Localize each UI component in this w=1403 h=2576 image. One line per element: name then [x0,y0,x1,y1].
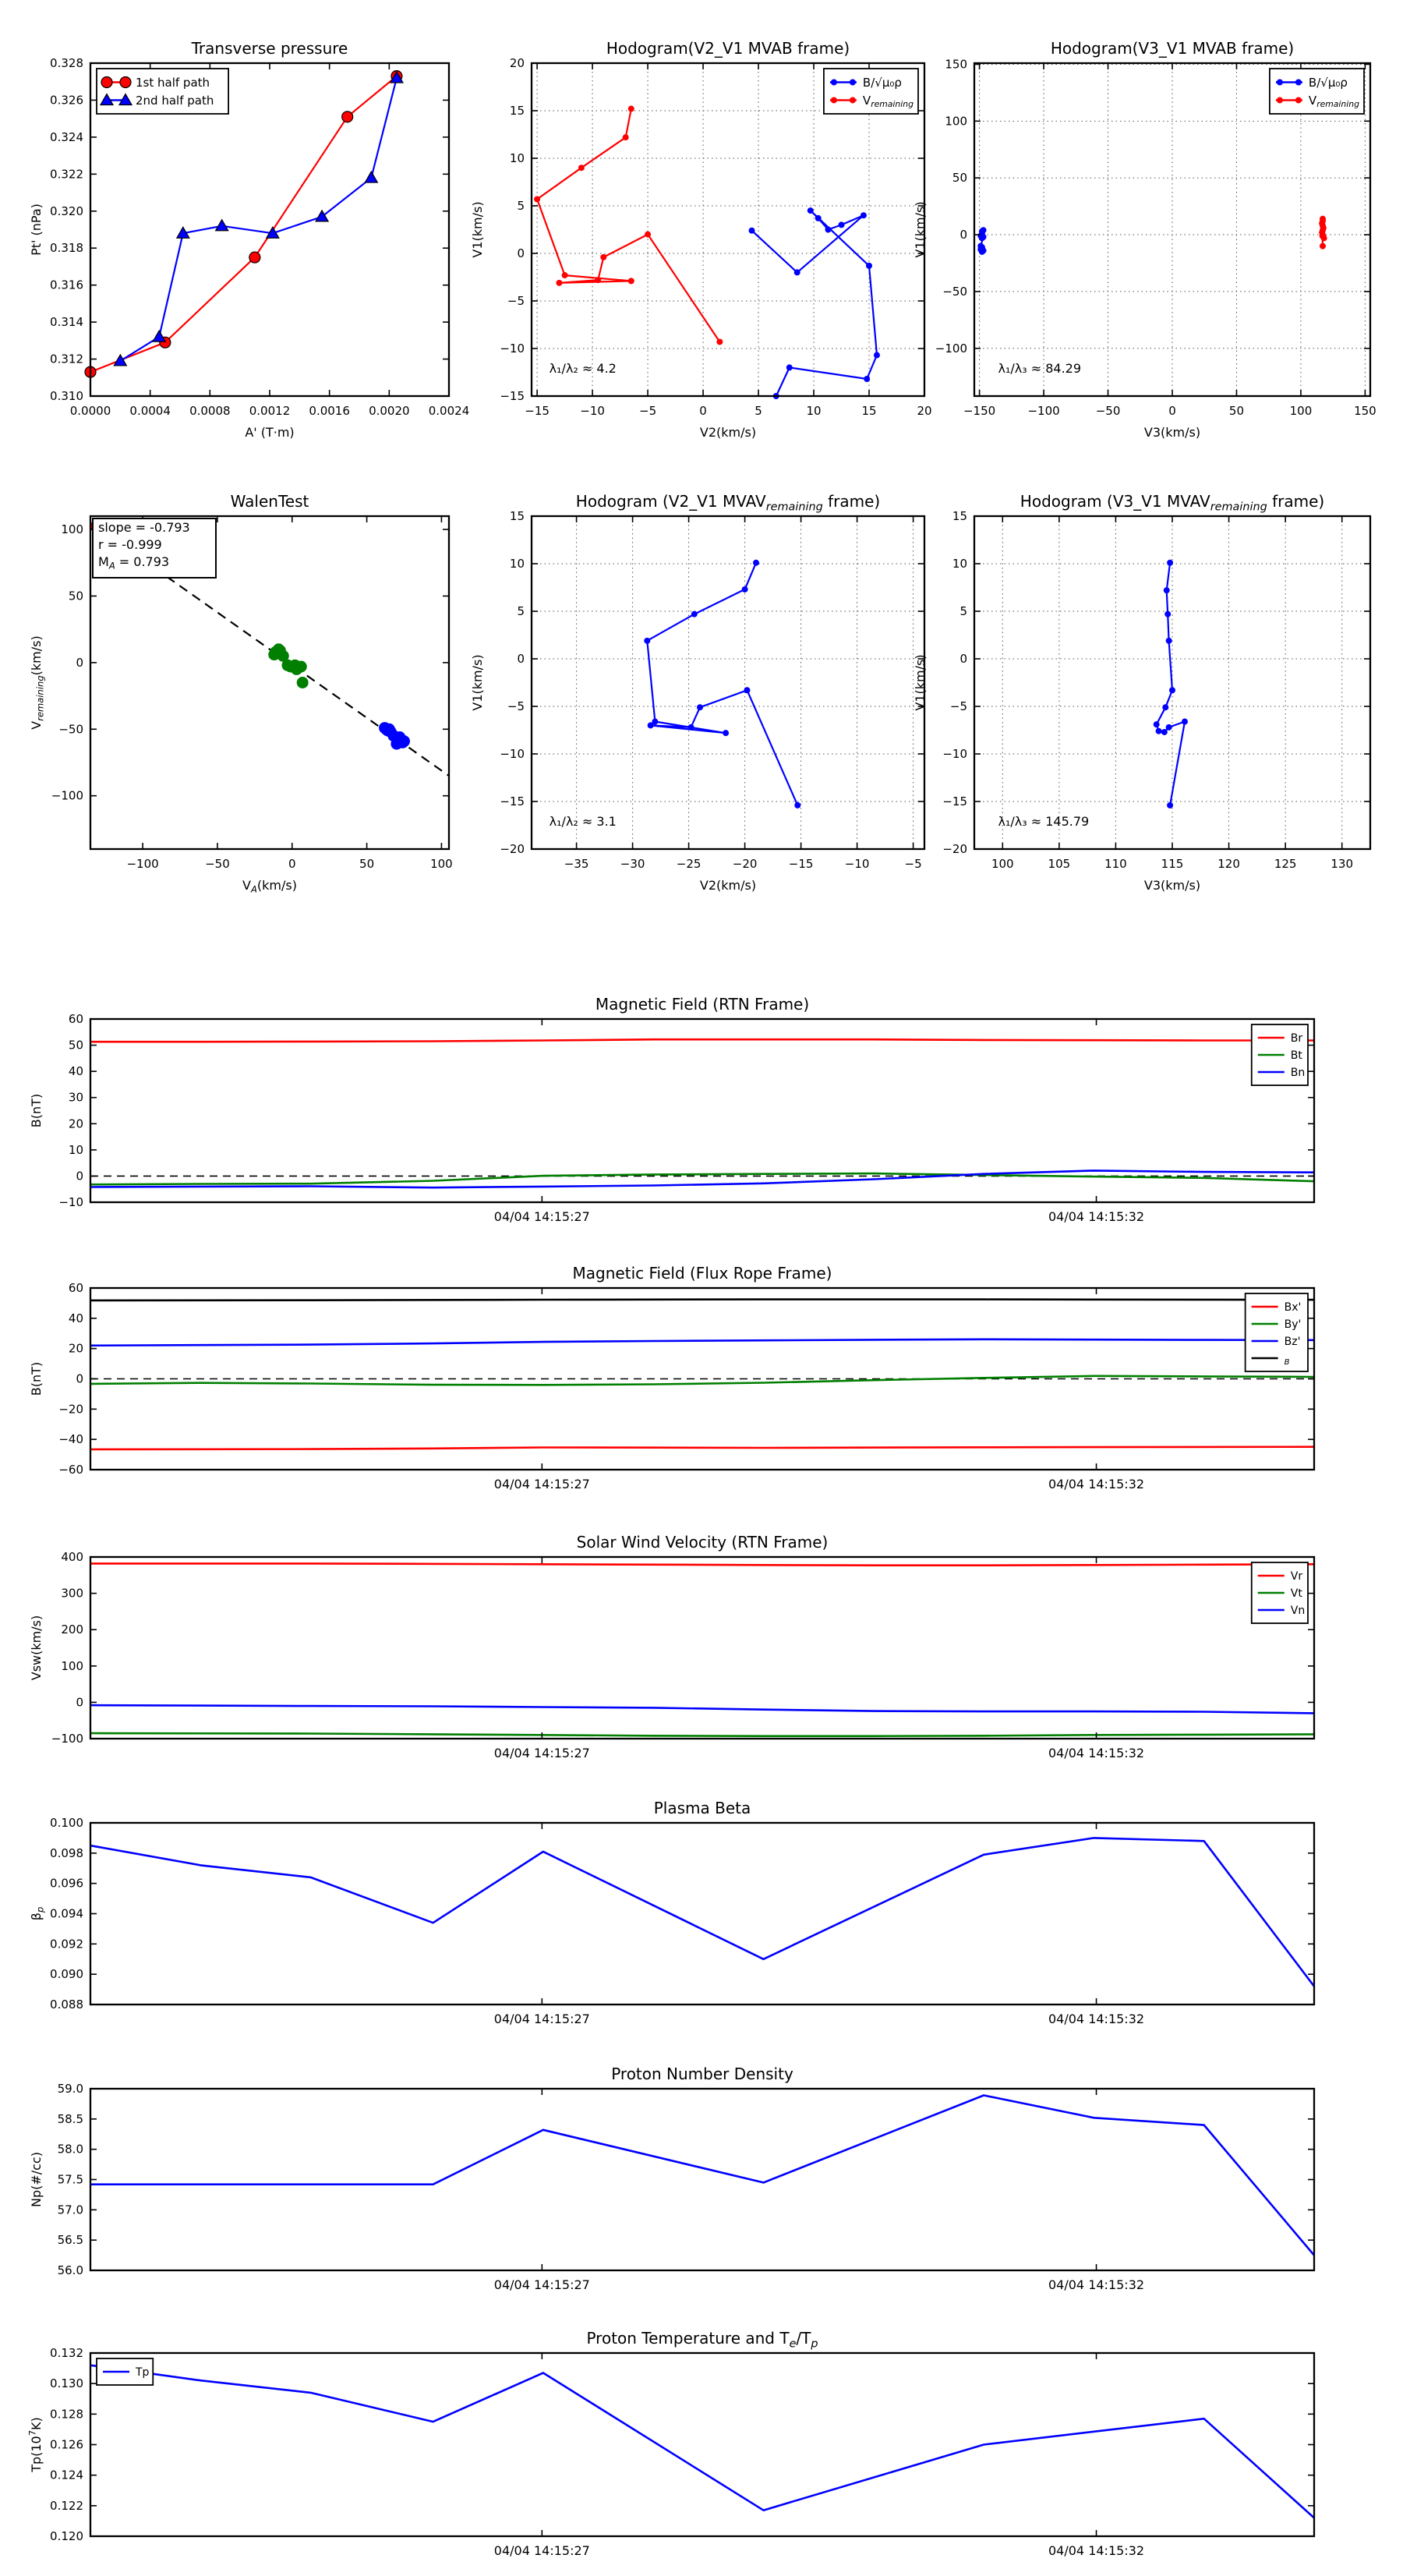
svg-text:−100: −100 [1027,404,1060,418]
svg-text:2nd half path: 2nd half path [136,93,214,108]
svg-text:115: 115 [1161,857,1184,871]
svg-text:5: 5 [959,604,967,618]
svg-text:0.0004: 0.0004 [129,404,171,418]
svg-text:40: 40 [68,1311,83,1325]
svg-text:0.100: 0.100 [50,1816,83,1830]
svg-text:10: 10 [68,1142,83,1157]
svg-text:V1(km/s): V1(km/s) [913,201,928,258]
svg-text:−40: −40 [58,1432,83,1447]
svg-text:04/04 14:15:27: 04/04 14:15:27 [493,2543,590,2558]
svg-text:57.5: 57.5 [57,2172,83,2187]
svg-text:0.312: 0.312 [50,352,83,366]
svg-text:V2(km/s): V2(km/s) [699,878,757,893]
svg-text:V2(km/s): V2(km/s) [699,425,757,440]
svg-text:−100: −100 [51,788,83,803]
svg-text:−5: −5 [507,699,525,713]
chart-plasma-beta [0,1775,1403,2040]
svg-text:200: 200 [61,1622,83,1637]
chart-proton-temperature [0,2305,1403,2573]
svg-text:Vremaining: $V_{remaining}$ [1308,93,1359,110]
chart-magnetic-field-rtn [0,971,1403,1236]
svg-text:V1(km/s): V1(km/s) [913,654,928,711]
svg-text:0: 0 [699,404,707,418]
svg-text:V3(km/s): V3(km/s) [1143,425,1201,440]
svg-text:0.322: 0.322 [50,167,83,182]
svg-text:0: 0 [517,246,525,260]
svg-text:15: 15 [509,509,525,523]
svg-text:04/04 14:15:32: 04/04 14:15:32 [1048,2012,1145,2026]
svg-text:40: 40 [68,1064,83,1079]
svg-text:56.0: 56.0 [57,2263,83,2277]
svg-text:By': By' [1284,1318,1302,1332]
svg-text:0.314: 0.314 [50,315,83,330]
svg-text:20: 20 [68,1341,83,1356]
svg-text:100: 100 [430,857,453,871]
svg-text:−10: −10 [58,1195,83,1209]
svg-text:Tp: Tp [136,2366,150,2380]
svg-text:110: 110 [1104,857,1127,871]
svg-text:−10: −10 [844,857,870,871]
svg-text:Vremaining(km/s): $V_{remaining}(km/s)$ [29,635,46,730]
svg-text:−10: −10 [500,341,525,356]
svg-text:0: 0 [959,652,967,666]
svg-text:λ₁/λ₃ ≈ 84.29: λ₁/λ₃ ≈ 84.29 [998,361,1082,377]
svg-text:0.0024: 0.0024 [428,404,470,418]
svg-text:100: 100 [991,857,1014,871]
svg-text:150: 150 [945,57,967,72]
svg-text:20: 20 [917,404,932,418]
svg-text:0.128: 0.128 [50,2407,83,2422]
svg-text:5: 5 [517,604,525,618]
svg-text:50: 50 [68,589,83,603]
svg-text:04/04 14:15:32: 04/04 14:15:32 [1048,2277,1145,2292]
svg-text:Proton Number Density: Proton Number Density [611,2065,793,2083]
svg-text:0.0016: 0.0016 [309,404,350,418]
svg-text:MA = 0.793: $M_A = 0.793$ [98,554,170,571]
svg-text:10: 10 [509,151,525,165]
svg-text:0: 0 [76,655,83,670]
svg-text:Hodogram(V3_V1 MVAB frame): Hodogram(V3_V1 MVAB frame) [1050,39,1295,58]
svg-text:−100: −100 [126,857,159,871]
svg-text:Proton Temperature and Te/Tp: Proton Temperature and $T_e/T_p$ [586,2329,818,2351]
svg-text:−15: −15 [788,857,814,871]
svg-text:10: 10 [952,557,967,571]
svg-text:1st half path: 1st half path [136,75,210,90]
svg-text:−10: −10 [942,747,967,761]
svg-text:V1(km/s): V1(km/s) [470,201,485,258]
svg-text:120: 120 [1217,857,1240,871]
svg-text:Tp(107K): $Tp(10^7K)$ [27,2417,44,2472]
svg-text:0.088: 0.088 [50,1997,83,2012]
svg-text:15: 15 [861,404,877,418]
chart-transverse-pressure [0,12,499,479]
svg-text:slope = -0.793: slope = -0.793 [98,520,190,535]
svg-text:105: 105 [1048,857,1071,871]
svg-text:−15: −15 [942,794,967,809]
svg-text:Hodogram (V3_V1 MVAVremaining: Hodogram (V3_V1 $MVAV_{remaining}$ frame) [1020,492,1325,514]
svg-text:−20: −20 [732,857,758,871]
svg-text:04/04 14:15:32: 04/04 14:15:32 [1048,1746,1145,1760]
chart-hodogram-v2v1-mvab [444,12,935,479]
chart-hodogram-v3v1-mvav [889,468,1403,936]
chart-walen-test [0,468,499,936]
svg-text:0.090: 0.090 [50,1967,83,1982]
svg-text:0.320: 0.320 [50,203,83,218]
svg-text:0.124: 0.124 [50,2468,83,2482]
svg-text:Vt: Vt [1290,1587,1302,1601]
svg-text:B: B [1284,1358,1290,1368]
svg-text:0.094: 0.094 [50,1906,83,1921]
svg-text:−100: −100 [935,341,967,356]
svg-text:Magnetic Field (Flux Rope Fram: Magnetic Field (Flux Rope Frame) [572,1264,832,1283]
svg-text:50: 50 [359,857,375,871]
svg-text:−25: −25 [676,857,702,871]
svg-text:−100: −100 [51,1732,83,1746]
svg-text:04/04 14:15:27: 04/04 14:15:27 [493,2277,590,2292]
svg-text:50: 50 [1228,404,1245,418]
svg-text:15: 15 [952,509,967,523]
svg-text:λ₁/λ₂ ≈ 4.2: λ₁/λ₂ ≈ 4.2 [549,361,617,377]
svg-text:Np(#/cc): Np(#/cc) [29,2152,44,2207]
svg-text:50: 50 [952,171,967,186]
svg-text:λ₁/λ₃ ≈ 145.79: λ₁/λ₃ ≈ 145.79 [998,814,1090,830]
svg-text:50: 50 [68,1038,83,1053]
svg-text:WalenTest: WalenTest [230,492,309,511]
svg-text:Vremaining: $V_{remaining}$ [862,93,914,110]
svg-text:300: 300 [61,1586,83,1601]
chart-solar-wind-velocity [0,1509,1403,1774]
svg-text:−50: −50 [1095,404,1121,418]
svg-text:04/04 14:15:27: 04/04 14:15:27 [493,1209,590,1224]
svg-text:Vr: Vr [1290,1570,1303,1583]
svg-text:r = -0.999: r = -0.999 [98,537,162,552]
svg-text:B/√μ₀ρ: B/√μ₀ρ [862,75,902,90]
svg-text:−60: −60 [58,1463,83,1477]
svg-text:0.130: 0.130 [50,2376,83,2391]
svg-text:125: 125 [1274,857,1297,871]
svg-text:5: 5 [755,404,762,418]
svg-text:0: 0 [76,1169,83,1184]
svg-text:−20: −20 [500,842,525,856]
svg-text:0.122: 0.122 [50,2498,83,2513]
svg-text:0: 0 [517,652,525,666]
svg-text:04/04 14:15:32: 04/04 14:15:32 [1048,1477,1145,1491]
svg-text:−15: −15 [500,389,525,403]
chart-hodogram-v3v1-mvab [889,12,1403,479]
svg-text:VA(km/s): $V_A(km/s)$ [242,878,297,895]
svg-text:−15: −15 [500,794,525,809]
svg-text:−150: −150 [963,404,996,418]
svg-text:−10: −10 [500,747,525,761]
svg-text:0.120: 0.120 [50,2529,83,2543]
svg-text:λ₁/λ₂ ≈ 3.1: λ₁/λ₂ ≈ 3.1 [549,814,617,830]
svg-text:Pt' (nPa): Pt' (nPa) [29,203,44,256]
svg-text:57.0: 57.0 [57,2203,83,2217]
svg-text:60: 60 [68,1012,83,1026]
svg-text:0.316: 0.316 [50,278,83,292]
svg-text:100: 100 [61,522,83,537]
svg-text:Bn: Bn [1290,1067,1306,1080]
svg-text:130: 130 [1331,857,1354,871]
svg-text:0.318: 0.318 [50,241,83,256]
svg-text:0.0000: 0.0000 [69,404,111,418]
svg-text:04/04 14:15:32: 04/04 14:15:32 [1048,1209,1145,1224]
svg-text:−20: −20 [942,842,967,856]
svg-text:0: 0 [959,228,967,242]
svg-text:Transverse pressure: Transverse pressure [191,39,348,58]
svg-text:0.0020: 0.0020 [369,404,410,418]
svg-text:Bt: Bt [1290,1049,1302,1063]
svg-text:0.126: 0.126 [50,2437,83,2452]
svg-text:58.0: 58.0 [57,2142,83,2157]
svg-text:0: 0 [288,857,296,871]
svg-text:−20: −20 [58,1402,83,1417]
svg-text:−10: −10 [580,404,605,418]
svg-text:0.0012: 0.0012 [249,404,291,418]
svg-text:04/04 14:15:27: 04/04 14:15:27 [493,1477,590,1491]
svg-text:0.326: 0.326 [50,93,83,108]
svg-text:0.098: 0.098 [50,1845,83,1860]
svg-text:−50: −50 [58,722,83,737]
svg-text:−5: −5 [639,404,657,418]
svg-text:150: 150 [1354,404,1376,418]
svg-text:0.324: 0.324 [50,129,83,144]
svg-text:−5: −5 [904,857,922,871]
svg-text:B(nT): B(nT) [29,1361,44,1396]
svg-text:Vn: Vn [1290,1605,1306,1618]
svg-text:10: 10 [509,557,525,571]
svg-text:100: 100 [61,1658,83,1673]
svg-text:A' (T·m): A' (T·m) [245,425,295,440]
svg-text:58.5: 58.5 [57,2111,83,2126]
svg-text:Vsw(km/s): Vsw(km/s) [29,1615,44,1681]
svg-text:V3(km/s): V3(km/s) [1143,878,1201,893]
svg-text:βp: $\beta_p$ [29,1906,46,1921]
svg-text:−5: −5 [949,699,967,713]
chart-magnetic-field-flux-rope [0,1240,1403,1505]
svg-text:400: 400 [61,1550,83,1564]
svg-text:20: 20 [68,1116,83,1131]
svg-text:04/04 14:15:27: 04/04 14:15:27 [493,1746,590,1760]
svg-text:15: 15 [509,104,525,118]
svg-text:0.328: 0.328 [50,56,83,70]
svg-text:100: 100 [1289,404,1313,418]
svg-text:5: 5 [517,199,525,213]
svg-text:−35: −35 [564,857,589,871]
svg-text:0: 0 [76,1695,83,1710]
svg-text:30: 30 [68,1090,83,1105]
svg-text:0.0008: 0.0008 [189,404,231,418]
chart-hodogram-v2v1-mvav [444,468,935,936]
svg-text:04/04 14:15:32: 04/04 14:15:32 [1048,2543,1145,2558]
svg-text:56.5: 56.5 [57,2233,83,2248]
svg-text:0.092: 0.092 [50,1937,83,1951]
svg-text:−50: −50 [205,857,230,871]
svg-text:Magnetic Field (RTN Frame): Magnetic Field (RTN Frame) [595,995,810,1014]
svg-text:0.310: 0.310 [50,389,83,403]
svg-text:04/04 14:15:27: 04/04 14:15:27 [493,2012,590,2026]
svg-text:B/√μ₀ρ: B/√μ₀ρ [1308,75,1348,90]
chart-proton-density [0,2040,1403,2305]
svg-text:Br: Br [1290,1032,1303,1046]
svg-text:B(nT): B(nT) [29,1093,44,1128]
svg-text:0: 0 [1168,404,1176,418]
svg-text:Solar Wind Velocity (RTN Frame: Solar Wind Velocity (RTN Frame) [576,1533,829,1552]
svg-text:20: 20 [509,56,525,70]
svg-text:100: 100 [945,114,967,129]
svg-text:−30: −30 [620,857,645,871]
svg-text:−15: −15 [525,404,550,418]
svg-text:0: 0 [76,1371,83,1386]
svg-text:Bz': Bz' [1284,1336,1301,1349]
svg-text:Hodogram(V2_V1 MVAB frame): Hodogram(V2_V1 MVAB frame) [606,39,850,58]
svg-text:0.132: 0.132 [50,2346,83,2360]
svg-text:0.096: 0.096 [50,1876,83,1891]
svg-text:59.0: 59.0 [57,2082,83,2096]
svg-text:10: 10 [806,404,822,418]
svg-text:V1(km/s): V1(km/s) [470,654,485,711]
svg-text:Hodogram (V2_V1 MVAVremaining: Hodogram (V2_V1 $MVAV_{remaining}$ frame) [575,492,881,514]
svg-text:Plasma Beta: Plasma Beta [653,1799,751,1817]
svg-text:Bx': Bx' [1284,1301,1302,1315]
svg-text:−5: −5 [507,294,525,308]
svg-text:60: 60 [68,1281,83,1295]
svg-text:−50: −50 [942,284,967,299]
